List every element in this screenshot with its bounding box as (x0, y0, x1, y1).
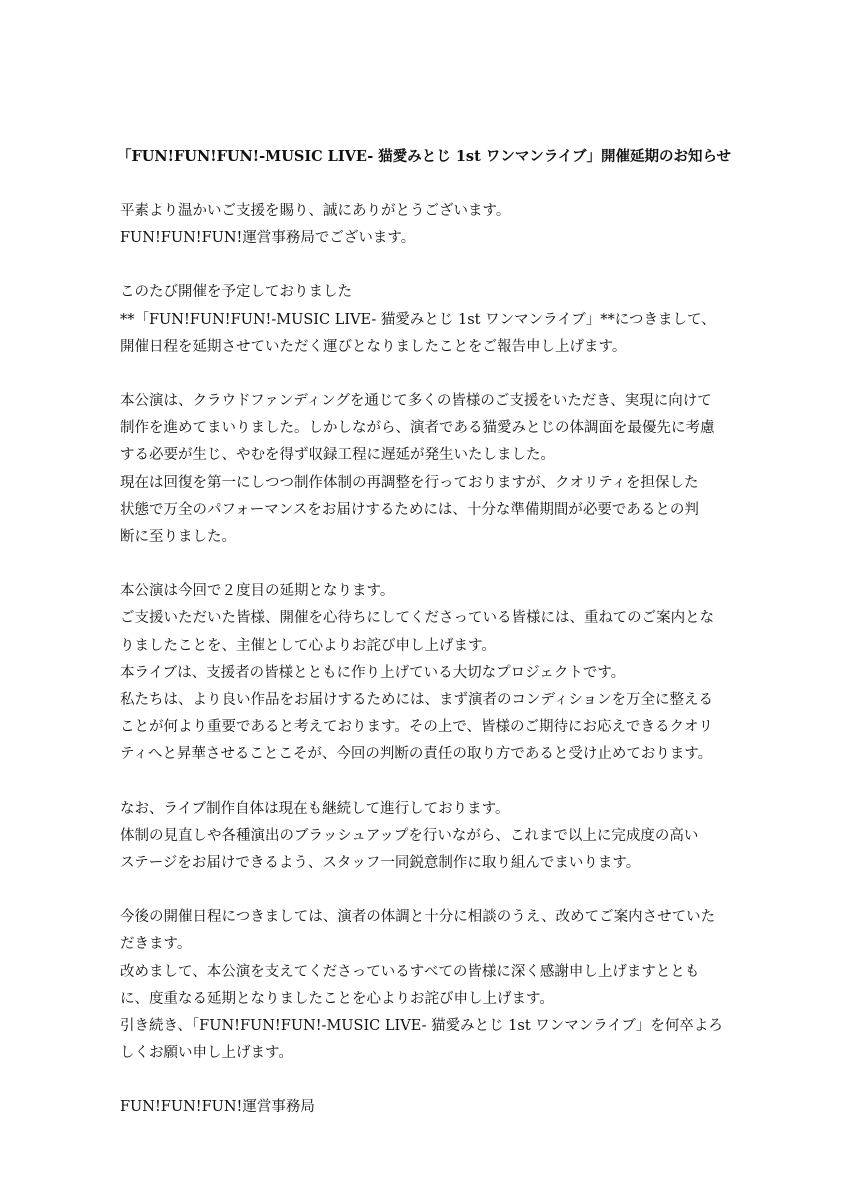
paragraph-closing (120, 904, 735, 1067)
signature-text: FUN!FUN!FUN!運営事務局 (120, 1099, 315, 1116)
signature-block (120, 1094, 735, 1121)
notice-title: 「FUN!FUN!FUN!-MUSIC LIVE- 猫愛みとじ 1st ワンマンライブ」開催延期のお知らせ (116, 148, 732, 165)
text-line: ティへと昇華させることこそが、今回の判断の責任の取り方であると受け止めております。 (120, 746, 713, 763)
text-line: 本公演は、クラウドファンディングを通じて多くの皆様のご支援をいただき、実現に向けて (120, 393, 712, 410)
text-line: ステージをお届けできるよう、スタッフ一同鋭意制作に取り組んでまいります。 (120, 855, 641, 872)
paragraph-greeting (120, 198, 735, 252)
text-line: ご支援いただいた皆様、開催を心待ちにしてくださっている皆様には、重ねてのご案内とな (120, 610, 715, 627)
text-line: 制作を進めてまいりました。しかしながら、演者である猫愛みとじの体調面を最優先に考慮 (120, 420, 715, 437)
paragraph-apology (120, 578, 735, 768)
text-line: このたび開催を予定しておりました (120, 284, 352, 301)
text-line: なお、ライブ制作自体は現在も継続して進行しております。 (120, 800, 510, 817)
text-line: 私たちは、より良い作品をお届けするためには、まず演者のコンディションを万全に整える (120, 692, 714, 709)
text-line: しくお願い申し上げます。 (120, 1045, 293, 1062)
paragraph-reason (120, 388, 735, 551)
text-line: 本ライブは、支援者の皆様とともに作り上げている大切なプロジェクトです。 (120, 664, 626, 681)
text-line: りましたことを、主催として心よりお詫び申し上げます。 (120, 637, 496, 654)
text-line: 本公演は今回で２度目の延期となります。 (120, 583, 395, 600)
text-line: だきます。 (120, 936, 192, 953)
text-line: 今後の開催日程につきましては、演者の体調と十分に相談のうえ、改めてご案内させていた (120, 909, 716, 926)
text-line: 体制の見直しや各種演出のブラッシュアップを行いながら、これまで以上に完成度の高い (120, 827, 699, 844)
text-line: 開催日程を延期させていただく運びとなりましたことをご報告申し上げます。 (120, 338, 627, 355)
text-line: 状態で万全のパフォーマンスをお届けするためには、十分な準備期間が必要であるとの判 (120, 501, 699, 518)
text-line: 現在は回復を第一にしつつ制作体制の再調整を行っておりますが、クオリティを担保した (120, 474, 699, 491)
text-line: FUN!FUN!FUN!運営事務局でございます。 (120, 230, 416, 247)
text-line: 改めまして、本公演を支えてくださっているすべての皆様に深く感謝申し上げますととも (120, 963, 700, 980)
text-line: **「FUN!FUN!FUN!-MUSIC LIVE- 猫愛みとじ 1st ワンマンライブ」**につきまして、 (120, 311, 716, 328)
text-line: 平素より温かいご支援を賜り、誠にありがとうございます。 (120, 203, 511, 219)
text-line: する必要が生じ、やむを得ず収録工程に遅延が発生いたしました。 (120, 447, 555, 464)
paragraph-announcement (120, 279, 735, 361)
notice-body (120, 198, 735, 1122)
text-line: 断に至りました。 (120, 529, 236, 546)
paragraph-production-status (120, 796, 735, 878)
text-line: 引き続き、「FUN!FUN!FUN!-MUSIC LIVE- 猫愛みとじ 1st ワンマンライブ」を何卒よろ (120, 1018, 723, 1035)
text-line: に、度重なる延期となりましたことを心よりお詫び申し上げます。 (120, 990, 554, 1007)
text-line: ことが何より重要であると考えております。その上で、皆様のご期待にお応えできるクオリ (120, 719, 714, 736)
